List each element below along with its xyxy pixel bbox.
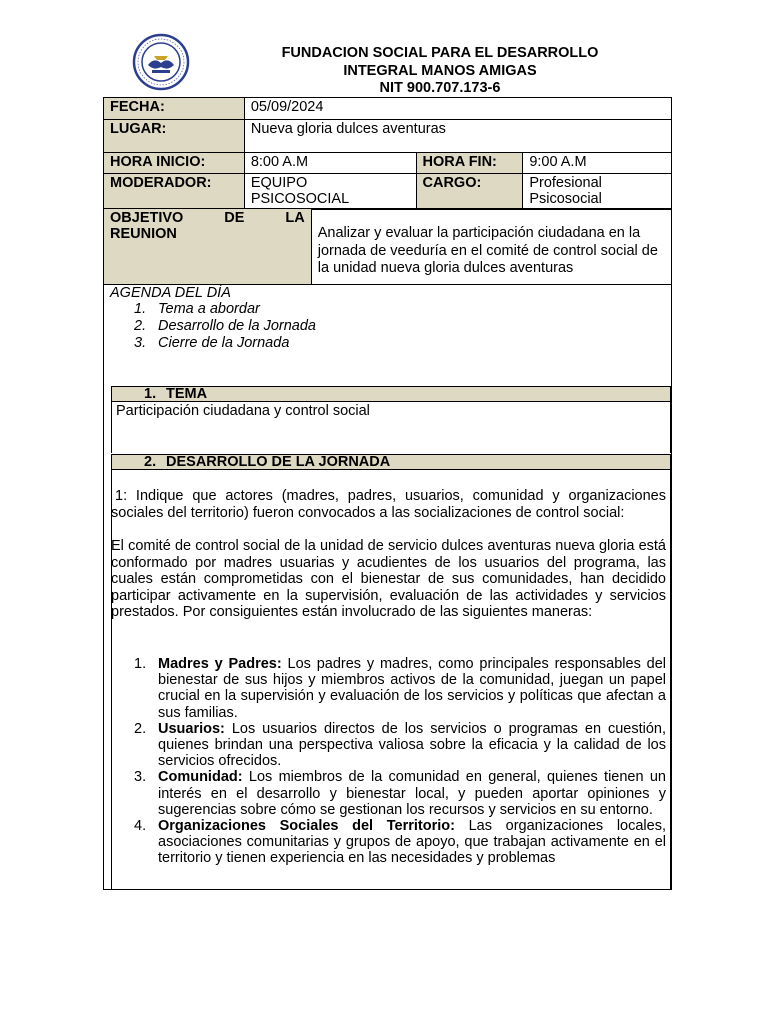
- section-1-num: 1.: [144, 386, 157, 402]
- org-nit: NIT 900.707.173-6: [379, 80, 501, 96]
- list-item-text: Los padres y madres, como principales responsables del bienestar de sus hijos y miembros activos de la comunidad, juegan un papel crucial en la supervisión y evaluación de los servicios y políticas que afectan a sus familias.: [158, 656, 666, 721]
- objetivo-label-word-3: LA: [285, 210, 305, 226]
- lugar-value: Nueva gloria dulces aventuras: [244, 120, 671, 153]
- section-1-body: [111, 402, 671, 453]
- list-item-text: Los miembros de la comunidad en general, quienes tienen un interés en el desarrollo y bienestar local, y pueden aportar opiniones y sugerencias sobre cómo se gestionan los recursos y servicios en su entorno.: [158, 769, 666, 818]
- list-item: [111, 721, 666, 770]
- agenda-item: [134, 335, 289, 351]
- agenda-item-num: 3.: [134, 335, 147, 351]
- cargo-value: [523, 174, 672, 210]
- agenda-item-label: Cierre de la Jornada: [158, 335, 290, 351]
- objetivo-value: Analizar y evaluar la participación ciudadana en la jornada de veeduría en el comité de control social de la unidad nueva gloria dulces aventuras: [311, 209, 671, 285]
- section-2-title: DESARROLLO DE LA JORNADA: [166, 454, 391, 470]
- fecha-label: FECHA:: [104, 98, 245, 120]
- hora-fin-value: 9:00 A.M: [523, 153, 672, 174]
- objetivo-table: [103, 208, 672, 285]
- lugar-label: LUGAR:: [104, 120, 245, 153]
- cargo-value-line-2: Psicosocial: [529, 191, 602, 207]
- moderador-value: [244, 174, 416, 210]
- section-2-num: 2.: [144, 454, 157, 470]
- meeting-info-table: [103, 97, 672, 210]
- agenda-item-label: Desarrollo de la Jornada: [158, 318, 316, 334]
- list-item-title: Organizaciones Sociales del Territorio:: [158, 818, 455, 835]
- list-item-text: Los usuarios directos de los servicios o programas en cuestión, quienes brindan una perspectiva valiosa sobre la eficacia y la calidad de los servicios ofrecidos.: [158, 720, 666, 770]
- agenda-item-num: 1.: [134, 301, 147, 317]
- agenda-item: [134, 301, 260, 317]
- section-1-header: [111, 386, 671, 402]
- objetivo-label: [104, 209, 312, 285]
- org-name-line-1: FUNDACION SOCIAL PARA EL DESARROLLO: [281, 45, 599, 61]
- section-2-question: 1: Indique que actores (madres, padres, usuarios, comunidad y organizaciones sociales del territorio) fueron convocados a las socializaciones de control social:: [111, 488, 666, 521]
- objetivo-label-word-2: DE: [224, 210, 245, 226]
- moderador-label: MODERADOR:: [104, 174, 245, 210]
- list-item: [111, 656, 666, 721]
- cargo-value-line-1: Profesional: [529, 175, 602, 191]
- list-item: [111, 818, 666, 867]
- fecha-value: 05/09/2024: [244, 98, 671, 120]
- list-item-num: 3.: [134, 769, 147, 786]
- list-item-num: 4.: [134, 818, 147, 835]
- objetivo-label-word-4: REUNION: [110, 226, 177, 242]
- list-item: [111, 769, 666, 818]
- moderador-value-line-1: EQUIPO: [250, 175, 308, 191]
- list-item-title: Comunidad:: [158, 769, 243, 786]
- agenda-item-num: 2.: [134, 318, 147, 334]
- hora-inicio-label: HORA INICIO:: [104, 153, 245, 174]
- org-name-line-2: INTEGRAL MANOS AMIGAS: [343, 63, 537, 79]
- cargo-label: CARGO:: [416, 174, 523, 210]
- section-1-title: TEMA: [166, 386, 208, 402]
- hora-fin-label: HORA FIN:: [416, 153, 523, 174]
- list-item-num: 2.: [134, 720, 147, 737]
- actors-list: [111, 656, 666, 867]
- section-2-header: [111, 454, 671, 470]
- section-1-text: Participación ciudadana y control social: [116, 403, 370, 419]
- objetivo-label-word-1: OBJETIVO: [110, 210, 184, 226]
- foundation-seal-icon: [132, 33, 190, 91]
- agenda-item-label: Tema a abordar: [158, 301, 260, 317]
- list-item-title: Usuarios:: [158, 720, 225, 737]
- agenda-section: [103, 284, 672, 890]
- list-item-text: Las organizaciones locales, asociaciones comunitarias y grupos de apoyo, que trabajan activamente en el territorio y tienen experiencia en las necesidades y problemas: [158, 818, 666, 867]
- agenda-item: [134, 318, 316, 334]
- agenda-title: AGENDA DEL DÍA: [110, 285, 231, 301]
- list-item-title: Madres y Padres:: [158, 656, 282, 672]
- section-2-paragraph: El comité de control social de la unidad de servicio dulces aventuras nueva gloria está conformado por madres usuarias y acudientes de los usuarios del programa, las cuales están comprometidas con el bienestar de sus comunidades, han decidido participar activamente en la supervisión, evaluación de las actividades y servicios prestados. Por consiguientes están involucrado de las siguientes maneras:: [111, 538, 666, 620]
- moderador-value-line-2: PSICOSOCIAL: [250, 191, 350, 207]
- list-item-num: 1.: [134, 656, 147, 672]
- hora-inicio-value: 8:00 A.M: [244, 153, 416, 174]
